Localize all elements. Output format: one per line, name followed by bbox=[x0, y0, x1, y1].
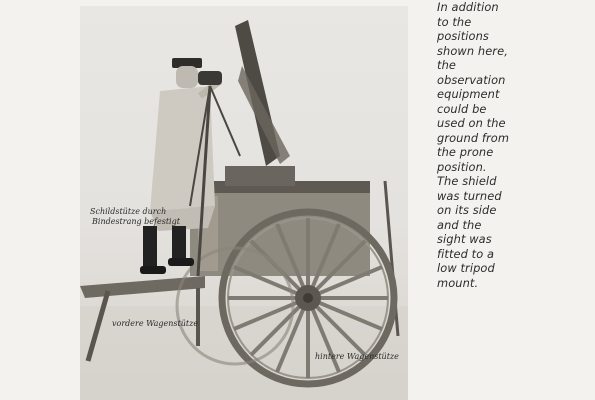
caption-line: was turned bbox=[437, 188, 502, 203]
shield-support-label-line2: Bindestrang befestigt bbox=[92, 217, 180, 226]
front-support bbox=[80, 276, 205, 298]
caption-line: position. bbox=[437, 159, 487, 174]
caption-line: In addition bbox=[437, 0, 499, 14]
caption-line: sight was bbox=[437, 232, 492, 246]
caption-line: the prone bbox=[437, 145, 494, 159]
caption-line: shown here, bbox=[437, 43, 508, 58]
caption-line: to the bbox=[437, 14, 472, 29]
caption-line: low tripod bbox=[437, 261, 495, 275]
caption-line: the bbox=[437, 58, 456, 72]
caption-line: fitted to a bbox=[437, 246, 495, 261]
caption-line: and the bbox=[437, 217, 482, 232]
photo-caption bbox=[437, 0, 527, 290]
rear-support-label: hintere Wagenstütze bbox=[315, 352, 399, 361]
caption-line: equipment bbox=[437, 87, 500, 101]
caption-line: used on the bbox=[437, 116, 506, 130]
shield-support-label-line1: Schildstütze durch bbox=[90, 207, 167, 216]
caption-line: could be bbox=[437, 101, 487, 116]
caption-line: ground from bbox=[437, 130, 510, 145]
caption-line: observation bbox=[437, 72, 506, 87]
front-support-label: vordere Wagenstütze bbox=[112, 319, 199, 328]
caption-line: on its side bbox=[437, 203, 497, 217]
caption-line: The shield bbox=[437, 174, 497, 188]
cart-illustration bbox=[80, 6, 408, 400]
historical-photo bbox=[80, 6, 408, 400]
caption-line: positions bbox=[437, 29, 489, 43]
caption-line: mount. bbox=[437, 275, 479, 290]
